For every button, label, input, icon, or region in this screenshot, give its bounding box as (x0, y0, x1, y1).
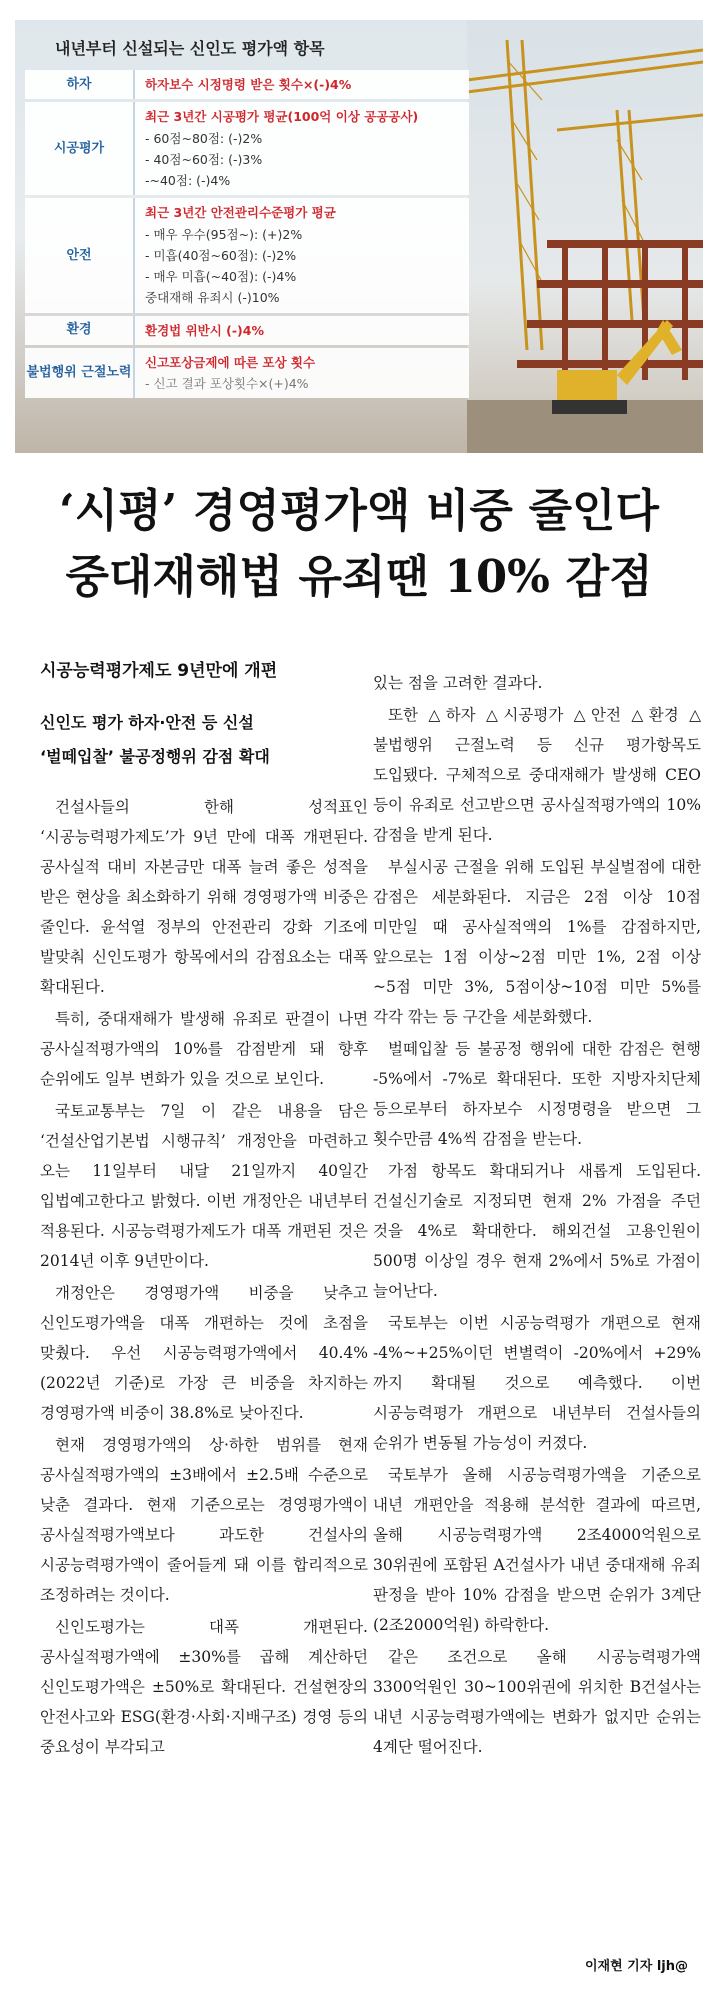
article-paragraph: 부실시공 근절을 위해 도입된 부실벌점에 대한 감점은 세분화된다. 지금은 2점 이상 10점 미만일 때 공사실적액의 1%를 감점하지만, 앞으로는 1점 이상~2점 미만 1%, 2점 이상~5점 미만 3%, 5점이상~10점 미만 5%를 각각 깎는 등 구간을 세분화했다. (373, 858, 701, 1026)
row-label: 불법행위 근절노력 (25, 348, 135, 399)
criterion-detail: -~40점: (-)4% (145, 173, 231, 188)
criterion-heading: 환경법 위반시 (-)4% (145, 322, 264, 338)
headline-line-1: ‘시평’ 경영평가액 비중 줄인다 (59, 484, 659, 537)
row-label: 하자 (25, 70, 135, 99)
article-column-right (373, 668, 701, 1764)
article-paragraph: 신인도평가는 대폭 개편된다. 공사실적평가액에 ±30%를 곱해 계산하던 신인도평가액은 ±50%로 확대된다. 건설현장의 안전사고와 ESG(환경·사회·지배구조) 경영 등의 중요성이 부각되고 (40, 1618, 368, 1756)
article-paragraph: 국토부는 이번 시공능력평가 개편으로 현재 -4%~+25%이던 변별력이 -20%에서 +29%까지 확대될 것으로 예측했다. 이번 시공능력평가 개편으로 내년부터 건설사들의 순위가 변동될 가능성이 커졌다. (373, 1314, 701, 1452)
byline: 이재현 기자 ljh@ (584, 1959, 688, 1974)
table-row (25, 198, 469, 312)
table-row (25, 348, 469, 399)
criterion-heading: 하자보수 시정명령 받은 횟수×(-)4% (145, 77, 352, 92)
row-content (135, 348, 469, 399)
criterion-detail: - 미흡(40점~60점): (-)2% (145, 247, 297, 263)
article-paragraph: 국토교통부는 7일 이 같은 내용을 담은 ‘건설산업기본법 시행규칙’ 개정안을 마련하고 오는 11일부터 내달 21일까지 40일간 입법예고한다고 밝혔다. 이번 개정안은 내년부터 적용된다. 시공능력평가제도가 대폭 개편된 것은 2014년 이후 9년만이다. (40, 1102, 368, 1270)
article-paragraph: 현재 경영평가액의 상·하한 범위를 현재 공사실적평가액의 ±3배에서 ±2.5배 수준으로 낮춘 결과다. 현재 기준으로는 경영평가액이 공사실적평가액보다 과도한 건설사의 시공능력평가액이 줄어들게 돼 이를 합리적으로 조정하려는 것이다. (40, 1436, 368, 1604)
evaluation-items-table (25, 38, 469, 401)
criterion-heading: 신고포상금제에 따른 포상 횟수 (145, 354, 316, 370)
subheading-2: ‘벌떼입찰’ 불공정행위 감점 확대 (40, 747, 270, 766)
headline (0, 478, 718, 610)
table-row (25, 316, 469, 345)
criterion-detail: - 매우 우수(95점~): (+)2% (145, 226, 303, 242)
criterion-detail: - 40점~60점: (-)3% (145, 151, 263, 167)
main-subheading: 시공능력평가제도 9년만에 개편 (40, 661, 278, 681)
construction-site-photo (467, 20, 703, 453)
row-content (135, 198, 469, 312)
subheading-block (40, 706, 368, 774)
row-content (135, 102, 469, 195)
article-paragraph: 있는 점을 고려한 결과다. (373, 674, 543, 692)
criterion-detail: - 60점~80점: (-)2% (145, 130, 263, 146)
subheading-1: 신인도 평가 하자·안전 등 신설 (40, 713, 254, 732)
article-paragraph: 특히, 중대재해가 발생해 유죄로 판결이 나면 공사실적평가액의 10%를 감점받게 돼 향후 순위에도 일부 변화가 있을 것으로 보인다. (40, 1010, 368, 1088)
table-row (25, 70, 469, 99)
criterion-detail: - 신고 결과 포상횟수×(+)4% (145, 376, 309, 391)
article-paragraph: 개정안은 경영평가액 비중을 낮추고 신인도평가액을 대폭 개편하는 것에 초점을 맞췄다. 우선 시공능력평가액에서 40.4%(2022년 기준)로 가장 큰 비중을 차지하는 경영평가액 비중이 38.8%로 낮아진다. (40, 1284, 368, 1422)
article-paragraph: 또한 △하자 △시공평가 △안전 △환경 △불법행위 근절노력 등 신규 평가항목도 도입됐다. 구체적으로 중대재해가 발생해 CEO 등이 유죄로 선고받으면 공사실적평가액의 10% 감점을 받게 된다. (373, 706, 701, 844)
article-paragraph: 같은 조건으로 올해 시공능력평가액 3300억원인 30~100위권에 위치한 B건설사는 내년 시공능력평가액에는 변화가 없지만 순위는 4계단 떨어진다. (373, 1648, 701, 1756)
article-paragraph: 국토부가 올해 시공능력평가액을 기준으로 내년 개편안을 적용해 분석한 결과에 따르면, 올해 시공능력평가액 2조4000억원으로 30위권에 포함된 A건설사가 내년 중대재해 유죄 판정을 받아 10% 감점을 받으면 순위가 3계단(2조2000억원) 하락한다. (373, 1466, 701, 1634)
article-column-left (40, 658, 368, 1764)
criterion-heading: 최근 3년간 시공평가 평균(100억 이상 공공공사) (145, 109, 419, 125)
row-label: 안전 (25, 198, 135, 312)
table-row (25, 102, 469, 195)
criterion-heading: 최근 3년간 안전관리수준평가 평균 (145, 205, 336, 221)
criterion-detail: - 매우 미흡(~40점): (-)4% (145, 269, 297, 284)
headline-line-2: 중대재해법 유죄땐 10% 감점 (65, 550, 653, 603)
row-content (135, 70, 469, 99)
criterion-detail: 중대재해 유죄시 (-)10% (145, 290, 280, 306)
article-paragraph: 가점 항목도 확대되거나 새롭게 도입된다. 건설신기술로 지정되면 현재 2% 가점을 주던 것을 4%로 확대한다. 해외건설 고용인원이 500명 이상일 경우 현재 2%에서 5%로 가점이 늘어난다. (373, 1162, 701, 1300)
article-paragraph: 벌떼입찰 등 불공정 행위에 대한 감점은 현행 -5%에서 -7%로 확대된다. 또한 지방자치단체 등으로부터 하자보수 시정명령을 받으면 그 횟수만큼 4%씩 감점을 받는다. (373, 1040, 701, 1148)
row-label: 시공평가 (25, 102, 135, 195)
infographic (15, 20, 703, 453)
row-content (135, 316, 469, 345)
row-label: 환경 (25, 316, 135, 345)
table-title: 내년부터 신설되는 신인도 평가액 항목 (55, 39, 325, 58)
article-paragraph: 건설사들의 한해 성적표인 ‘시공능력평가제도’가 9년 만에 대폭 개편된다. 공사실적 대비 자본금만 대폭 늘려 좋은 성적을 받은 현상을 최소화하기 위해 경영평가액 비중은 줄인다. 윤석열 정부의 안전관리 강화 기조에 발맞춰 신인도평가 항목에서의 감점요소는 대폭 확대된다. (40, 798, 368, 996)
